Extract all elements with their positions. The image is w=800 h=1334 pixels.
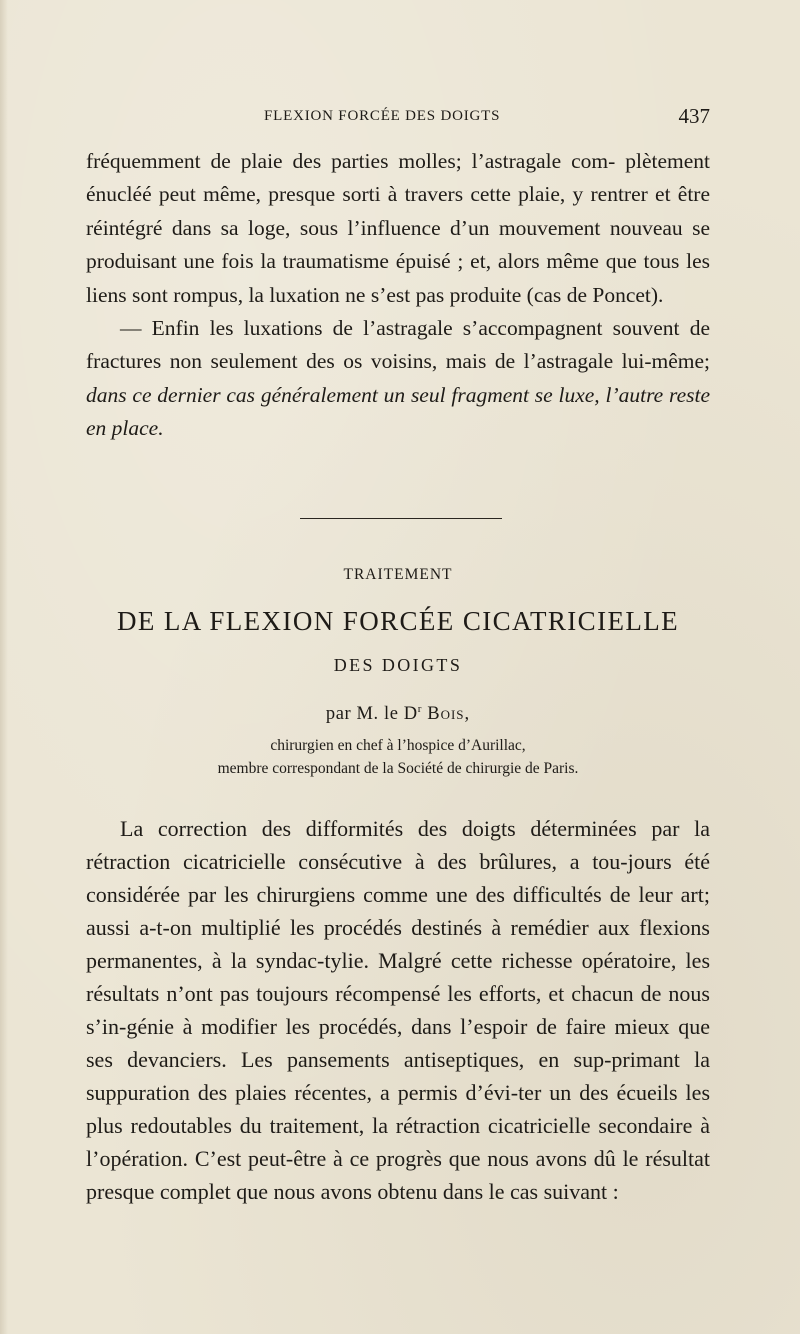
author-prefix: par M. le D xyxy=(325,704,418,725)
article-body xyxy=(86,812,710,1208)
paragraph-text: — Enfin les luxations de l’astragale s’accompagnent souvent de fractures non seulement des os voisins, mais de l’astragale lui-même; xyxy=(86,316,710,374)
running-head xyxy=(86,104,710,134)
section-divider xyxy=(300,518,502,519)
text-line: de Poncet). xyxy=(566,282,664,307)
luxation-paragraph xyxy=(86,312,710,446)
text-line: liens sont rompus, la luxation ne s’est pas produite (cas xyxy=(86,282,562,307)
article-subtitle: DES DOIGTS xyxy=(333,655,463,675)
page-edge-shadow xyxy=(0,0,8,1334)
text-line: cette plaie, y rentrer et être réintégré dans sa loge, sous xyxy=(86,182,710,240)
author-affiliation-2: membre correspondant de la Société de chirurgie de Paris. xyxy=(217,760,579,777)
author-name: Bois, xyxy=(427,704,471,725)
text-line: l’influence d’un mouvement nouveau se produisant une xyxy=(86,215,711,274)
author-sup: r xyxy=(417,703,422,715)
continued-text xyxy=(86,145,710,446)
italic-text: dans ce dernier cas généralement un seul fragment se luxe, l’autre reste en place. xyxy=(86,382,710,441)
continued-paragraph xyxy=(86,145,710,312)
body-paragraph: La correction des difformités des doigts déterminées par la rétraction cicatricielle consécutive à des brûlures, a tou-jours été considérée par les chirurgiens comme une des difficultés de leur art; aussi a-t-on multiplié les procédés destinés à remédier aux flexions permanentes, à la syndac-tylie. Malgré cette richesse opératoire, les résultats n’ont pas toujours récompensé les efforts, et chacun de nous s’in-génie à modifier les procédés, dans l’espoir de faire mieux que ses devanciers. Les pansements antiseptiques, en sup-primant la suppuration des plaies récentes, a permis d’évi-ter un des écueils les plus redoutables du traitement, la rétraction cicatricielle secondaire à l’opération. C’est peut-être à ce progrès que nous avons dû le résultat presque complet que nous avons obtenu dans le cas suivant : xyxy=(86,816,710,1204)
author-line xyxy=(86,703,710,725)
section-label: TRAITEMENT xyxy=(343,566,453,583)
text-line: plètement énucléé peut même, presque sorti à travers xyxy=(86,149,711,207)
page-number: 437 xyxy=(678,104,710,128)
text-line: fréquemment de plaie des parties molles; l’astragale com- xyxy=(86,149,616,173)
running-title: FLEXION FORCÉE DES DOIGTS xyxy=(264,108,501,124)
author-affiliation-1: chirurgien en chef à l’hospice d’Aurillac, xyxy=(270,737,526,754)
article-title: DE LA FLEXION FORCÉE CICATRICIELLE xyxy=(116,606,680,636)
text-line: fois la traumatisme épuisé ; et, alors même que tous les xyxy=(221,249,711,274)
